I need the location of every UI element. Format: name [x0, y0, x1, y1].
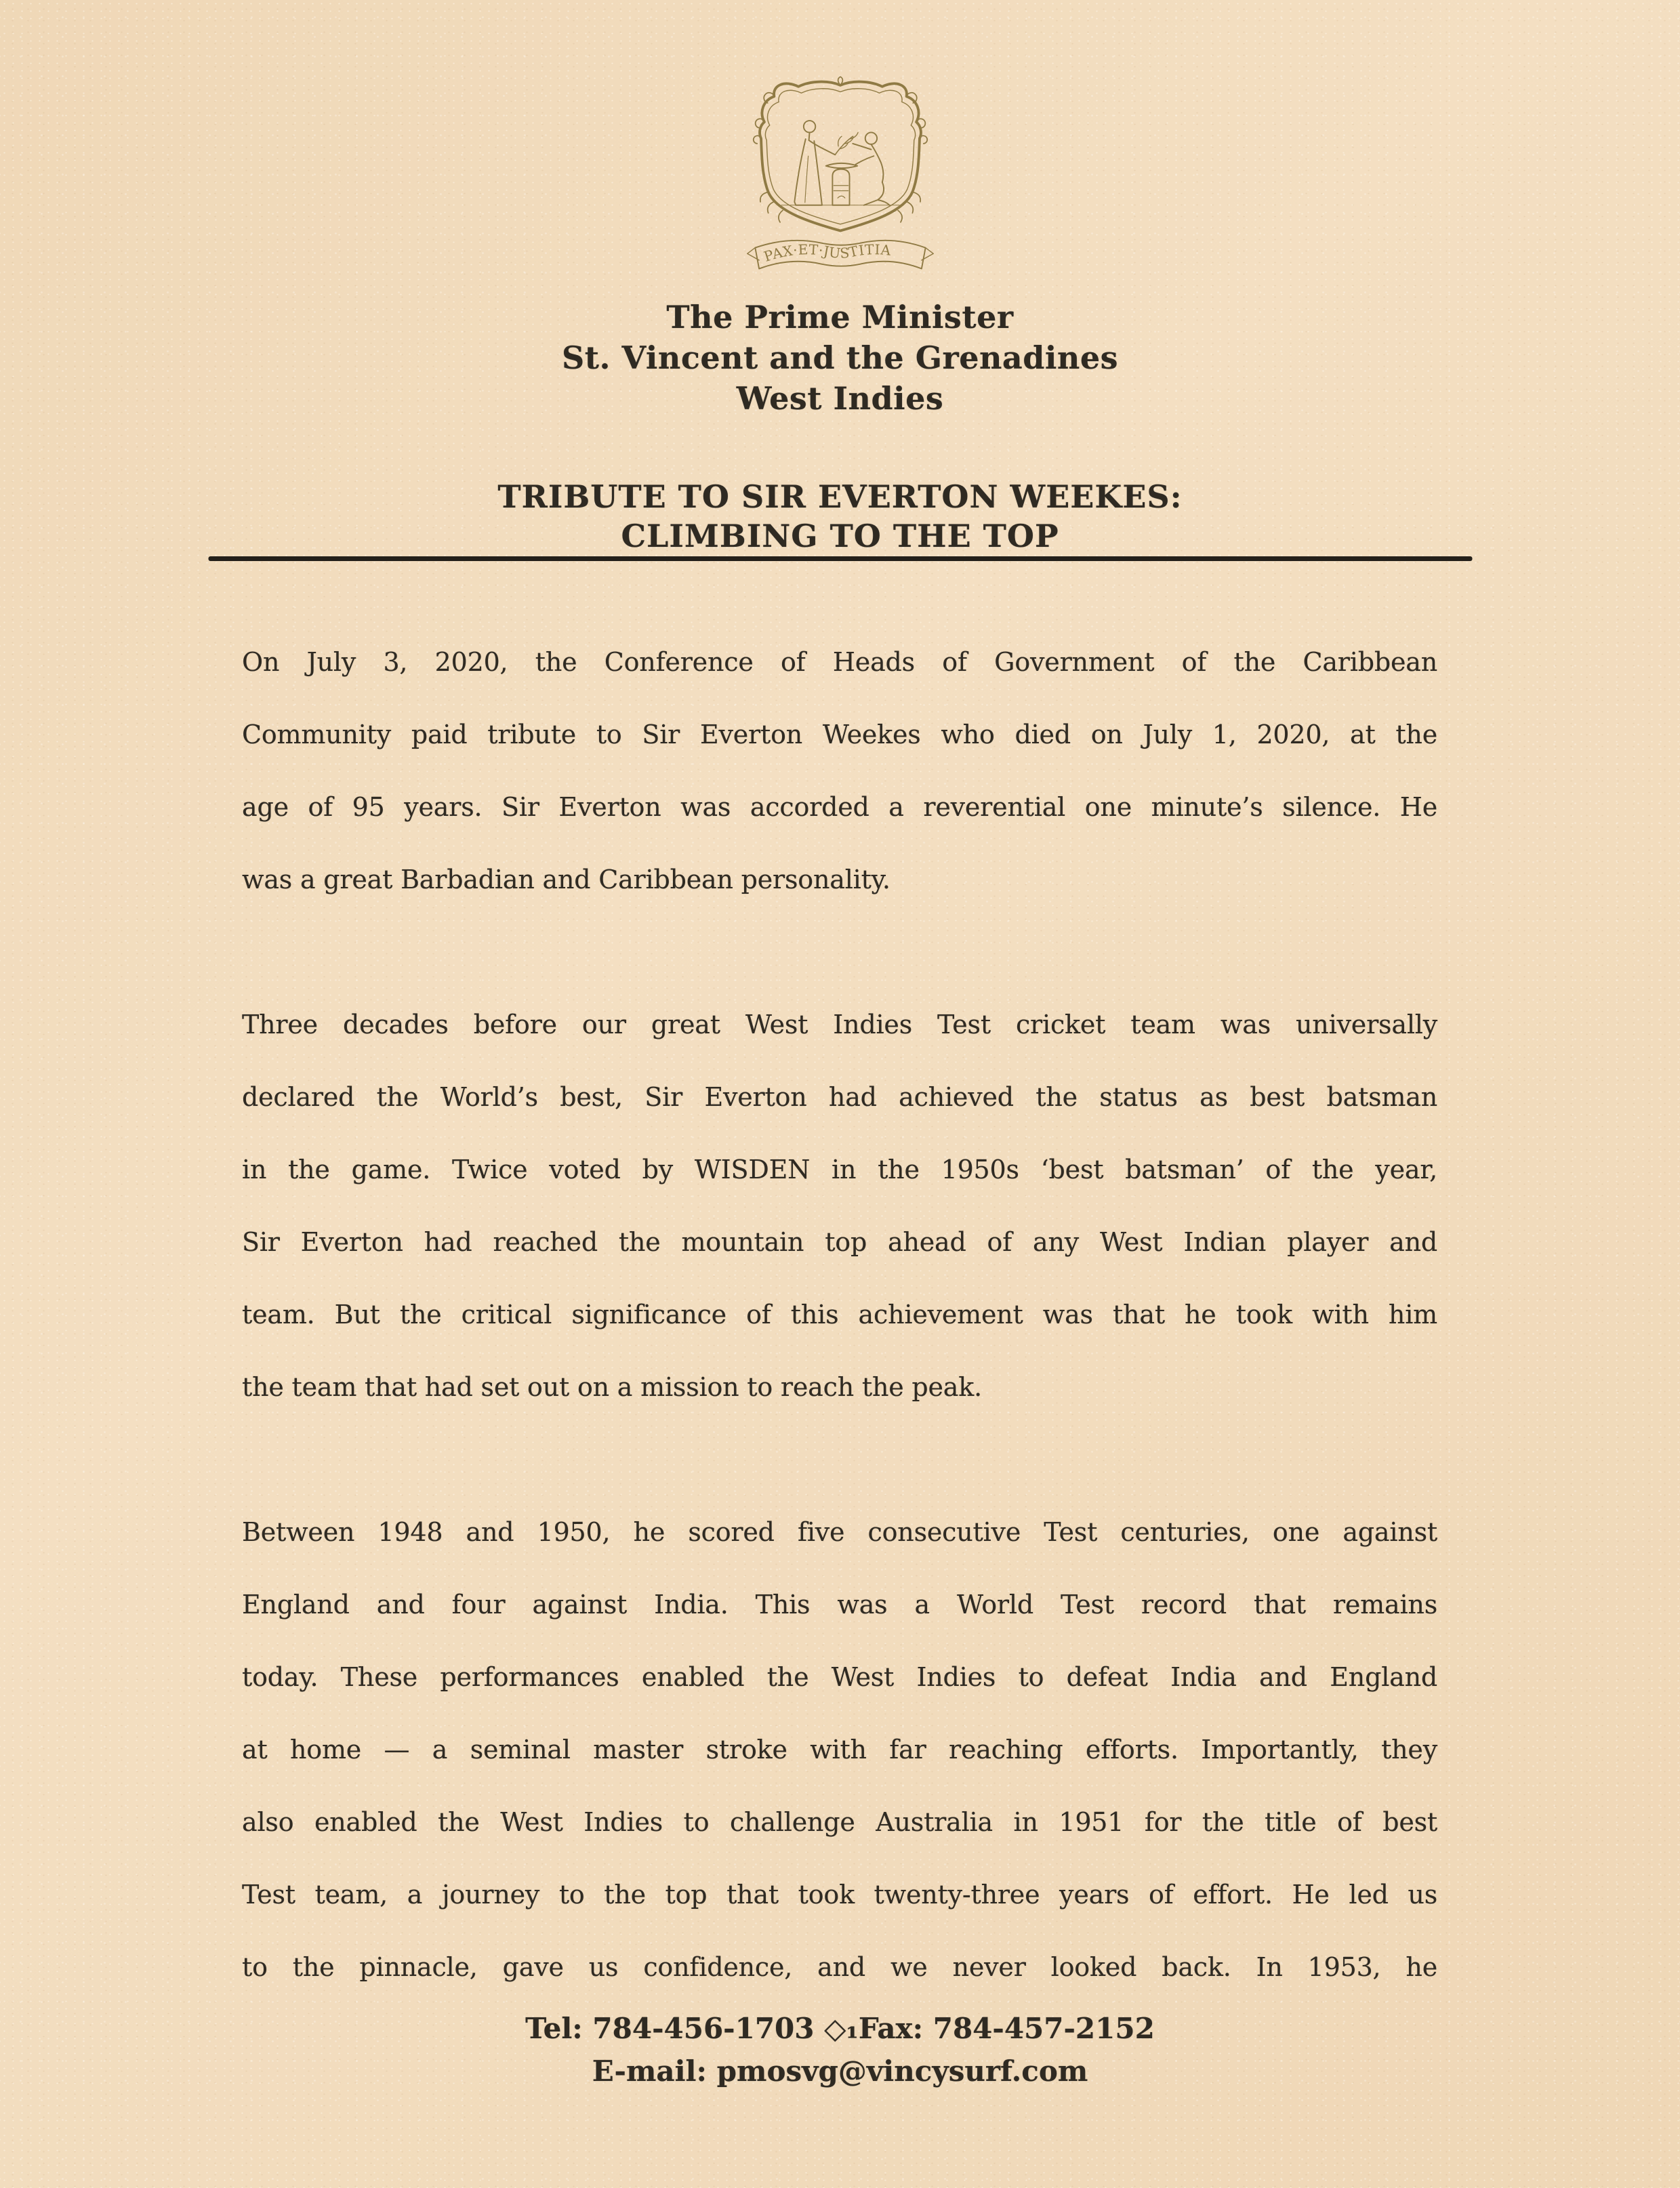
letterhead-office: The Prime Minister: [666, 299, 1014, 335]
body-line: Three decades before our great West Indies Test cricket team was universally: [242, 1010, 1437, 1039]
body-line: declared the World’s best, Sir Everton had achieved the status as best batsman: [242, 1082, 1437, 1112]
body-line: age of 95 years. Sir Everton was accorded a reverential one minute’s silence. He: [242, 792, 1437, 822]
body-line: the team that had set out on a mission to reach the peak.: [242, 1372, 982, 1402]
crest-motto: PAX·ET·JUSTITIA: [761, 241, 892, 265]
footer: [0, 2007, 1680, 2092]
crest-scrollwork: [753, 77, 926, 222]
body-line: team. But the critical significance of this achievement was that he took with him: [242, 1300, 1437, 1329]
body-line: On July 3, 2020, the Conference of Heads of Government of the Caribbean: [242, 647, 1437, 677]
body-line: Between 1948 and 1950, he scored five consecutive Test centuries, one against: [242, 1517, 1437, 1547]
body-line: to the pinnacle, gave us confidence, and we never looked back. In 1953, he: [242, 1952, 1437, 1982]
footer-email: E-mail: pmosvg@vincysurf.com: [592, 2055, 1088, 2088]
letterhead-country: St. Vincent and the Grenadines: [562, 339, 1118, 376]
paragraph: [242, 989, 1437, 1424]
body-line: Test team, a journey to the top that took twenty-three years of effort. He led us: [242, 1880, 1437, 1910]
document-title-line2: CLIMBING TO THE TOP: [621, 518, 1059, 554]
body-text: [242, 626, 1437, 2004]
document-title-line1: TRIBUTE TO SIR EVERTON WEEKES:: [497, 478, 1183, 515]
body-line: Sir Everton had reached the mountain top ahead of any West Indian player and: [242, 1227, 1437, 1257]
letterhead-region: West Indies: [736, 380, 944, 417]
paragraph: [242, 1496, 1437, 2004]
body-line: today. These performances enabled the West Indies to defeat India and England: [242, 1662, 1437, 1692]
title-rule: [208, 556, 1472, 561]
crest-figures: [781, 121, 899, 205]
svg-text:PAX·ET·JUSTITIA: [762, 241, 892, 265]
footer-telfax: Tel: 784-456-1703 ◇₁Fax: 784-457-2152: [525, 2012, 1155, 2045]
coat-of-arms: [742, 76, 939, 286]
letterhead: [0, 297, 1680, 419]
paragraph: [242, 626, 1437, 916]
document-title: [0, 477, 1680, 556]
body-line: also enabled the West Indies to challenge Australia in 1951 for the title of best: [242, 1807, 1437, 1837]
body-line: England and four against India. This was a World Test record that remains: [242, 1590, 1437, 1619]
body-line: Community paid tribute to Sir Everton Weekes who died on July 1, 2020, at the: [242, 720, 1437, 749]
body-line: at home — a seminal master stroke with far reaching efforts. Importantly, they: [242, 1735, 1437, 1764]
crest-shield-outline: [760, 82, 921, 231]
body-line: in the game. Twice voted by WISDEN in the 1950s ‘best batsman’ of the year,: [242, 1155, 1437, 1184]
body-line: was a great Barbadian and Caribbean personality.: [242, 865, 890, 894]
